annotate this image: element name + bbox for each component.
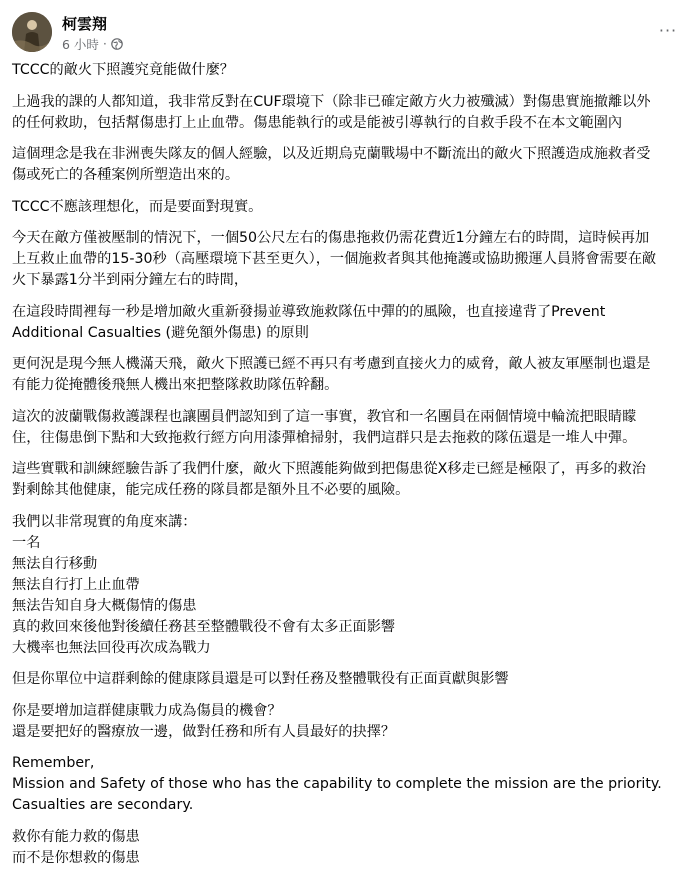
post-paragraph: 但是你單位中這群剩餘的健康隊員還是可以對任務及整體戰役有正面貢獻與影響 (12, 671, 509, 687)
post-body (12, 60, 688, 879)
author-name[interactable]: 柯雲翔 (62, 15, 108, 33)
post-paragraph: 更何況是現今無人機滿天飛，敵火下照護已經不再只有考慮到直接火力的威脅，敵人被友軍壓制也還是 有能力從掩體後飛無人機出來把整隊救助隊伍幹翻。 (12, 356, 651, 393)
post-paragraph: 你是要增加這群健康戰力成為傷員的機會？ 還是要把好的醫療放一邊，做對任務和所有人員最好的抉擇？ (12, 702, 396, 740)
more-options-icon: ··· (658, 20, 678, 40)
avatar[interactable] (12, 12, 52, 52)
post-paragraph: 這個理念是我在非洲喪失隊友的個人經驗，以及近期烏克蘭戰場中不斷流出的敵火下照護造成施救者受 傷或死亡的各種案例所塑造出來的。 (12, 146, 651, 183)
post-paragraph: TCCC不應該理想化，而是要面對現實。 (12, 198, 263, 215)
post-header (12, 12, 686, 56)
post-paragraph: Remember, Mission and Safety of those who has the capability to complete the mission are the priority. Casualties are secondary. (12, 755, 662, 813)
post-paragraph: 在這段時間裡每一秒是增加敵火重新發揚並導致施救隊伍中彈的的風險，也直接違背了Prevent Additional Casualties (避免額外傷患) 的原則 (12, 303, 606, 341)
globe-icon[interactable] (111, 38, 123, 50)
post-time[interactable]: 6 小時 (62, 37, 99, 52)
post-paragraph: 今天在敵方僅被壓制的情況下，一個50公尺左右的傷患拖救仍需花費近1分鐘左右的時間，這時候再加 上互救止血帶的15-30秒（高壓環境下甚至更久），一個施救者與其他掩護或協助搬運人員將會需要在敵 火下暴露1分半到兩分鐘左右的時間， (12, 230, 657, 288)
post-paragraph: 這些實戰和訓練經驗告訴了我們什麼，敵火下照護能夠做到把傷患從X移走已經是極限了，再多的救治 對剩餘其他健康，能完成任務的隊員都是額外且不必要的風險。 (12, 461, 646, 498)
separator-dot: · (102, 37, 107, 51)
more-options-button[interactable] (652, 16, 684, 44)
post-paragraph: TCCC的敵火下照護究竟能做什麼？ (12, 62, 234, 78)
post-paragraph: 我們以非常現實的角度來講： 一名 無法自行移動 無法自行打上止血帶 無法告知自身大概傷情的傷患 真的救回來後他對後續任務甚至整體戰役不會有太多正面影響 大機率也無法回役再次成為戰力 (12, 513, 396, 656)
post-paragraph: 這次的波蘭戰傷救護課程也讓團員們認知到了這一事實，教官和一名團員在兩個情境中輪流把眼睛矇 住，往傷患倒下點和大致拖救行經方向用漆彈槍掃射，我們這群只是去拖救的隊伍還是一堆人中彈。 (12, 408, 637, 446)
avatar-figure-icon (12, 12, 52, 52)
post-paragraph: 上過我的課的人都知道，我非常反對在CUF環境下（除非已確定敵方火力被殲滅）對傷患實施撤離以外 的任何救助，包括幫傷患打上止血帶。傷患能執行的或是能被引導執行的自救手段不在本文範圍內 (12, 93, 651, 131)
post-meta (62, 35, 123, 53)
post-paragraph: 救你有能力救的傷患 而不是你想救的傷患 (12, 828, 140, 866)
